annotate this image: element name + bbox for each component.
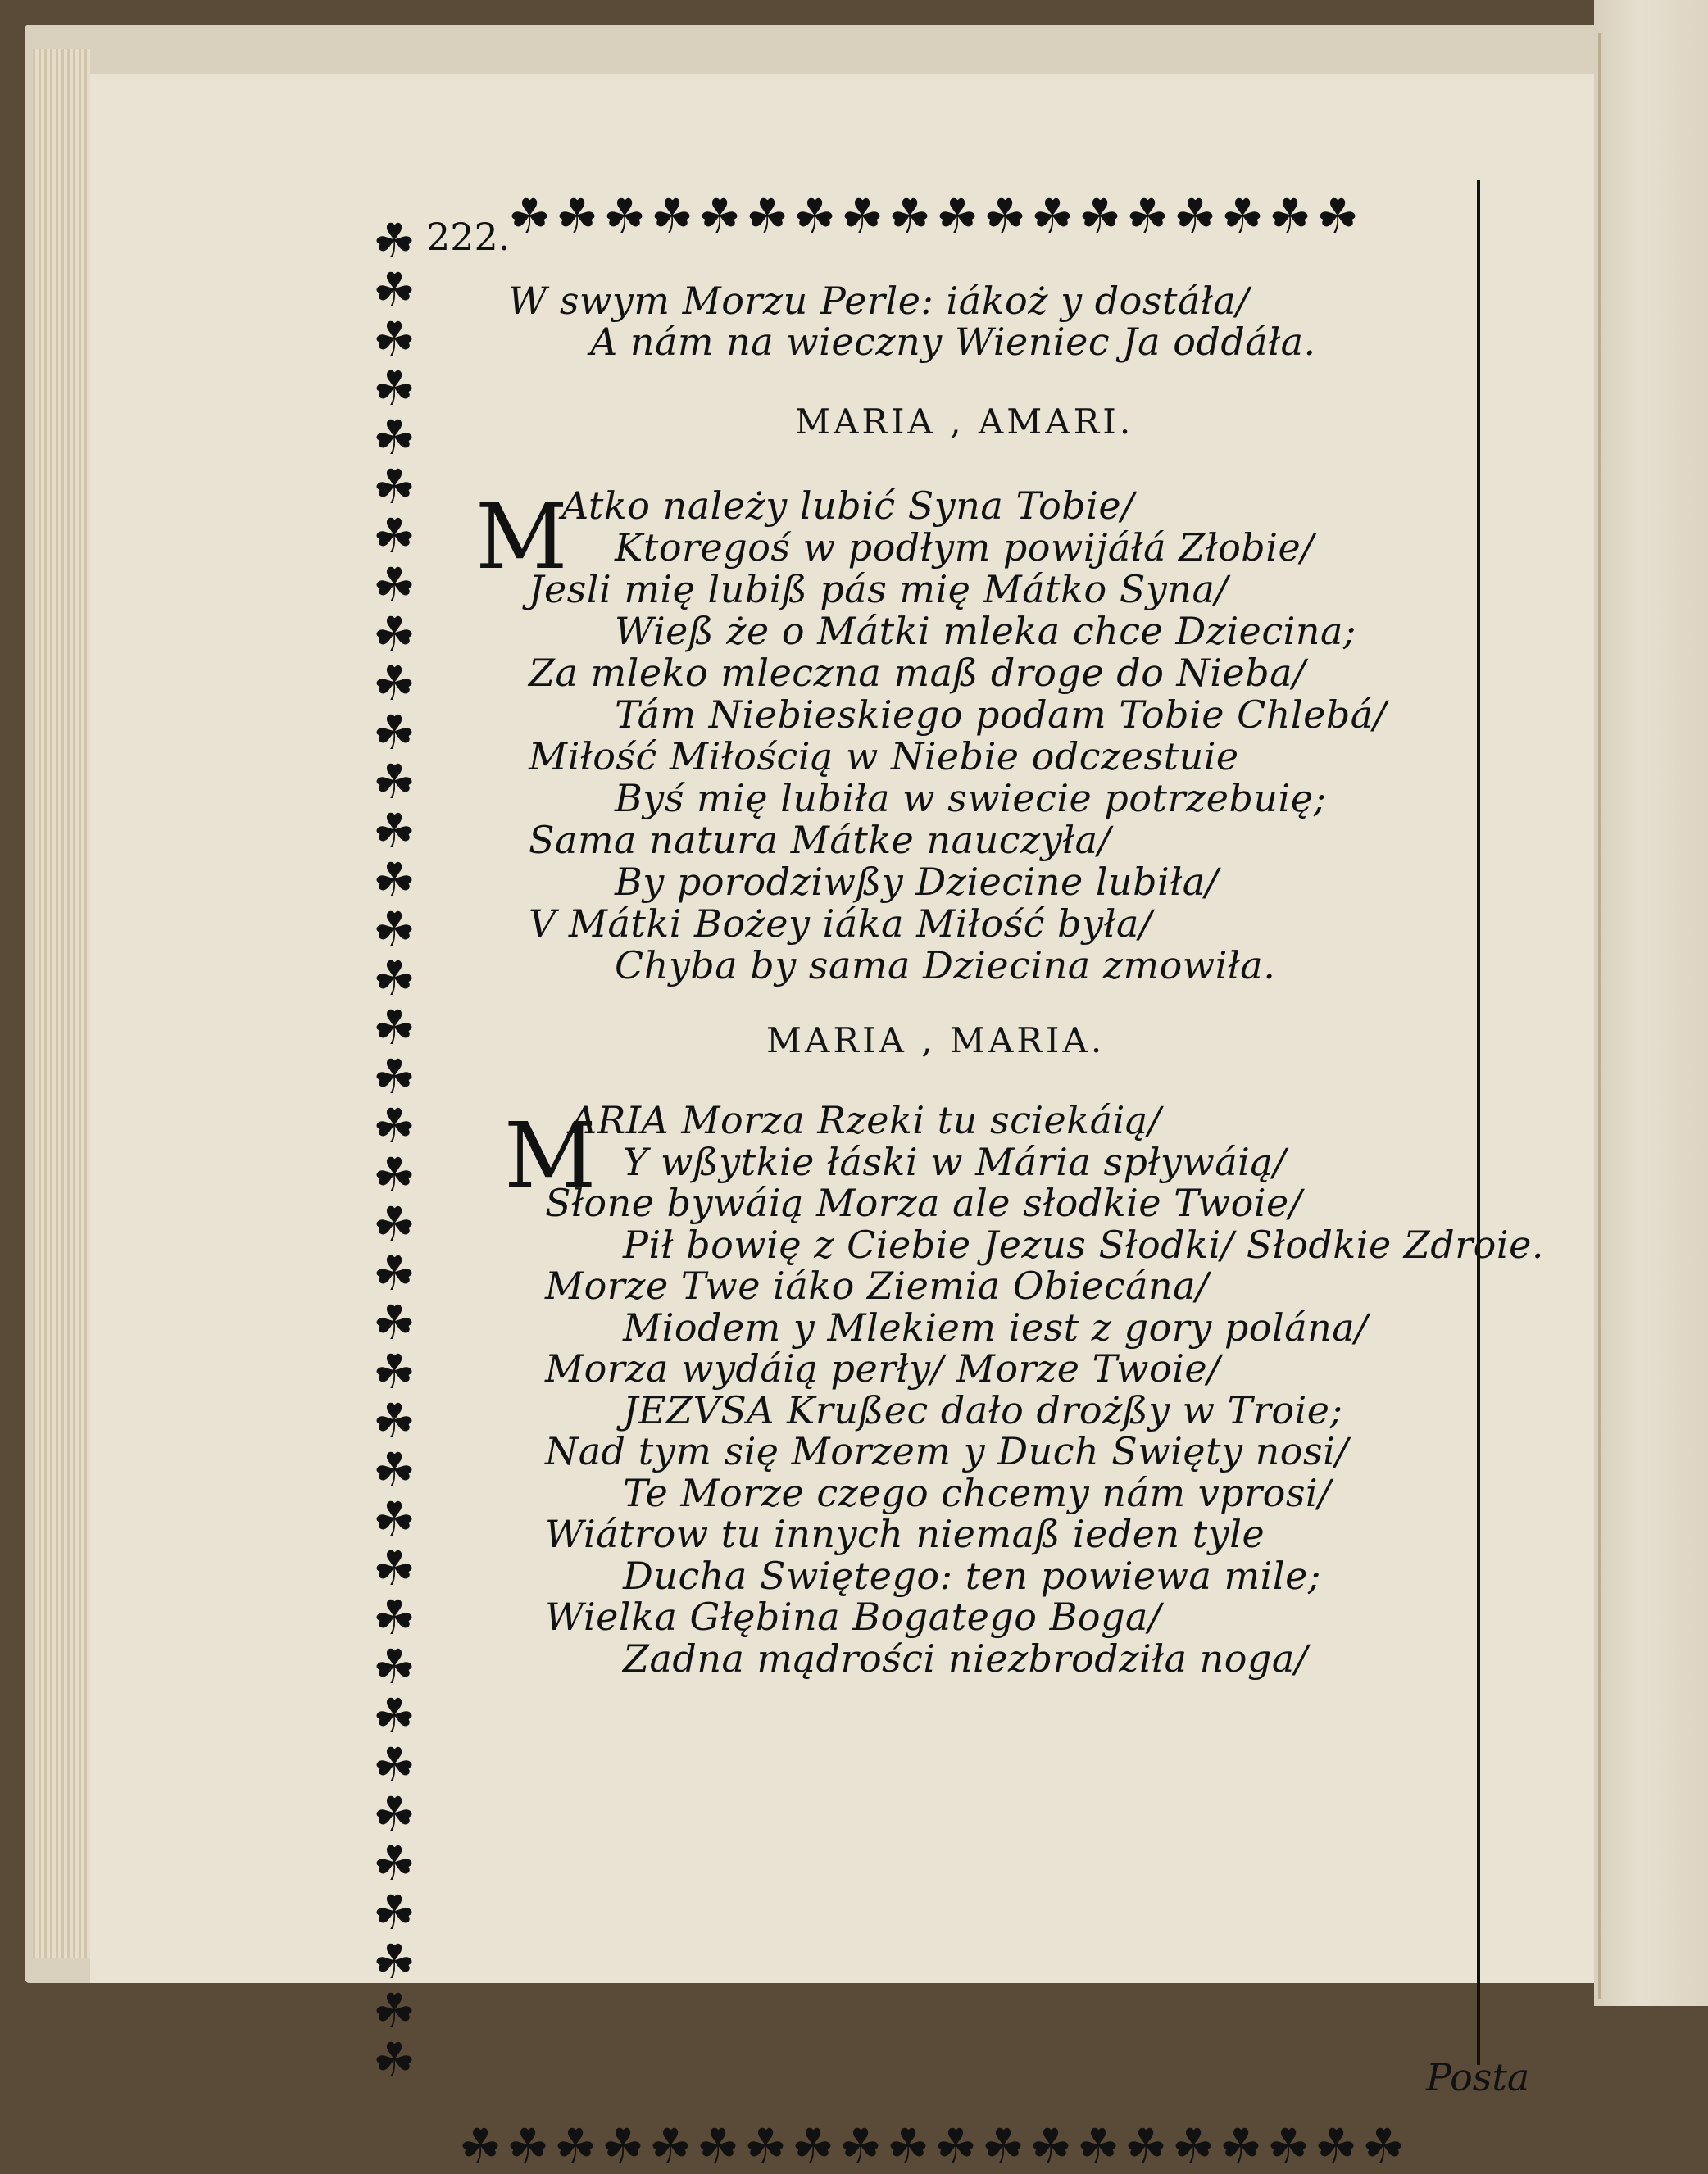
facing-page-edge [1594,0,1708,2006]
ornament-icon: ☘ [373,656,416,711]
ornament-icon: ☘ [506,2118,549,2174]
ornament-icon: ☘ [373,1836,416,1891]
verse-line: Jesli mię lubiß pás mię Mátko Syna/ [529,567,1229,611]
ornament-icon: ☘ [1077,2118,1120,2174]
frame-right-rule [1477,180,1480,2065]
ornament-icon: ☘ [1220,2118,1262,2174]
ornament-icon: ☘ [649,2118,692,2174]
ornament-icon: ☘ [373,1295,416,1350]
page-number: 222. [426,215,511,259]
verse-line: Morza wydáią perły/ Morze Twoie/ [545,1346,1221,1391]
verse-line: Wiátrow tu innych niemaß ieden tyle [545,1512,1265,1556]
ornament-icon: ☘ [1079,188,1121,244]
section-heading: MARIA , AMARI. [795,402,1134,442]
ornament-icon: ☘ [793,188,836,244]
intro-line: A nám na wieczny Wieniec Ja oddáła. [590,320,1316,364]
ornament-icon: ☘ [373,361,416,416]
ornament-icon: ☘ [373,410,416,465]
verse-line: Miodem y Mlekiem iest z gory polána/ [623,1305,1369,1350]
ornament-icon: ☘ [982,2118,1024,2174]
ornament-icon: ☘ [1316,188,1359,244]
ornament-icon: ☘ [373,852,416,908]
verse-line: Zadna mądrości niezbrodziła noga/ [623,1636,1308,1681]
ornament-icon: ☘ [508,188,551,244]
verse-line: Ducha Swiętego: ten powiewa mile; [623,1553,1321,1598]
ornament-icon: ☘ [934,2118,977,2174]
ornament-icon: ☘ [373,1049,416,1105]
ornament-icon: ☘ [373,311,416,367]
ornament-icon: ☘ [373,1344,416,1400]
verse-line: Słone bywáią Morza ale słodkie Twoie/ [545,1181,1302,1225]
ornament-icon: ☘ [651,188,693,244]
ornament-icon: ☘ [373,1196,416,1252]
intro-line: W swym Morzu Perle: iákoż y dostáła/ [508,279,1250,323]
ornament-icon: ☘ [839,2118,882,2174]
ornament-icon: ☘ [1174,188,1216,244]
ornament-icon: ☘ [603,188,646,244]
ornament-icon: ☘ [373,1246,416,1301]
ornament-icon: ☘ [556,188,598,244]
ornament-border-top [508,188,1359,244]
ornament-icon: ☘ [373,1639,416,1695]
ornament-icon: ☘ [373,1491,416,1547]
ornament-icon: ☘ [602,2118,644,2174]
verse-line: Wielka Głębina Bogatego Boga/ [545,1595,1161,1639]
drop-cap: M [504,1103,597,1208]
ornament-icon: ☘ [373,1786,416,1842]
verse-line: ARIA Morza Rzeki tu sciekáią/ [570,1098,1161,1142]
ornament-icon: ☘ [373,508,416,564]
ornament-icon: ☘ [373,901,416,957]
ornament-icon: ☘ [459,2118,502,2174]
ornament-icon: ☘ [373,1885,416,1940]
ornament-icon: ☘ [888,188,931,244]
gutter-line [1598,33,1601,1999]
ornament-icon: ☘ [373,1737,416,1793]
ornament-icon: ☘ [1126,188,1169,244]
ornament-icon: ☘ [373,1393,416,1449]
ornament-icon: ☘ [373,705,416,760]
verse-line: Nad tym się Morzem y Duch Swięty nosi/ [545,1429,1349,1473]
ornament-icon: ☘ [1124,2118,1167,2174]
section-heading: MARIA , MARIA. [766,1020,1106,1060]
verse-line: Tám Niebieskiego podam Tobie Chlebá/ [615,692,1387,737]
ornament-icon: ☘ [373,262,416,318]
verse-line: Byś mię lubiła w swiecie potrzebuię; [615,776,1327,820]
ornament-icon: ☘ [373,557,416,613]
ornament-icon: ☘ [373,1934,416,1990]
ornament-border-bottom [459,2118,1405,2174]
ornament-icon: ☘ [373,754,416,810]
verse-line: Atko należy lubić Syna Tobie/ [561,483,1135,528]
verse-line: By porodziwßy Dziecine lubiła/ [615,860,1219,904]
ornament-icon: ☘ [1029,2118,1072,2174]
ornament-icon: ☘ [792,2118,834,2174]
ornament-icon: ☘ [841,188,884,244]
verse-line: Za mleko mleczna maß droge do Nieba/ [529,651,1306,695]
ornament-icon: ☘ [373,459,416,515]
ornament-icon: ☘ [373,803,416,859]
ornament-icon: ☘ [698,188,741,244]
verse-line: Sama natura Mátke nauczyła/ [529,818,1111,862]
verse-line: Chyba by sama Dziecina zmowiła. [615,943,1276,987]
ornament-icon: ☘ [373,606,416,662]
ornament-icon: ☘ [373,1147,416,1203]
verse-line: Wieß że o Mátki mleka chce Dziecina; [615,609,1356,653]
ornament-icon: ☘ [373,1590,416,1645]
ornament-icon: ☘ [373,1688,416,1744]
ornament-icon: ☘ [746,188,788,244]
ornament-icon: ☘ [887,2118,929,2174]
verse-line: JEZVSA Krußec dało drożßy w Troie; [623,1387,1343,1432]
verse-line: Te Morze czego chcemy nám vprosi/ [623,1470,1332,1515]
verse-line: Ktoregoś w podłym powijáłá Złobie/ [615,525,1315,570]
ornament-icon: ☘ [936,188,979,244]
page-edges [33,49,90,1958]
ornament-icon: ☘ [1172,2118,1215,2174]
verse-line: Morze Twe iáko Ziemia Obiecána/ [545,1264,1210,1308]
ornament-border-left [373,213,416,2088]
ornament-icon: ☘ [1221,188,1264,244]
ornament-icon: ☘ [373,213,416,269]
ornament-icon: ☘ [373,2032,416,2088]
ornament-icon: ☘ [373,1442,416,1498]
verse-line: Pił bowię z Ciebie Jezus Słodki/ Słodkie Zdroie. [623,1222,1544,1267]
ornament-icon: ☘ [373,1098,416,1154]
ornament-icon: ☘ [554,2118,597,2174]
ornament-icon: ☘ [744,2118,787,2174]
ornament-icon: ☘ [1362,2118,1405,2174]
verse-line: Y wßytkie łáski w Mária spływáią/ [623,1139,1287,1184]
ornament-icon: ☘ [373,1983,416,2039]
ornament-icon: ☘ [373,951,416,1006]
ornament-icon: ☘ [697,2118,739,2174]
ornament-icon: ☘ [1269,188,1311,244]
ornament-icon: ☘ [373,1000,416,1055]
ornament-icon: ☘ [373,1541,416,1596]
ornament-icon: ☘ [983,188,1026,244]
ornament-icon: ☘ [1031,188,1074,244]
ornament-icon: ☘ [1267,2118,1310,2174]
catchword: Posta [1426,2055,1530,2099]
drop-cap: M [475,484,568,589]
ornament-icon: ☘ [1315,2118,1357,2174]
verse-line: Miłość Miłością w Niebie odczestuie [529,734,1239,778]
verse-line: V Mátki Bożey iáka Miłość była/ [529,901,1152,946]
